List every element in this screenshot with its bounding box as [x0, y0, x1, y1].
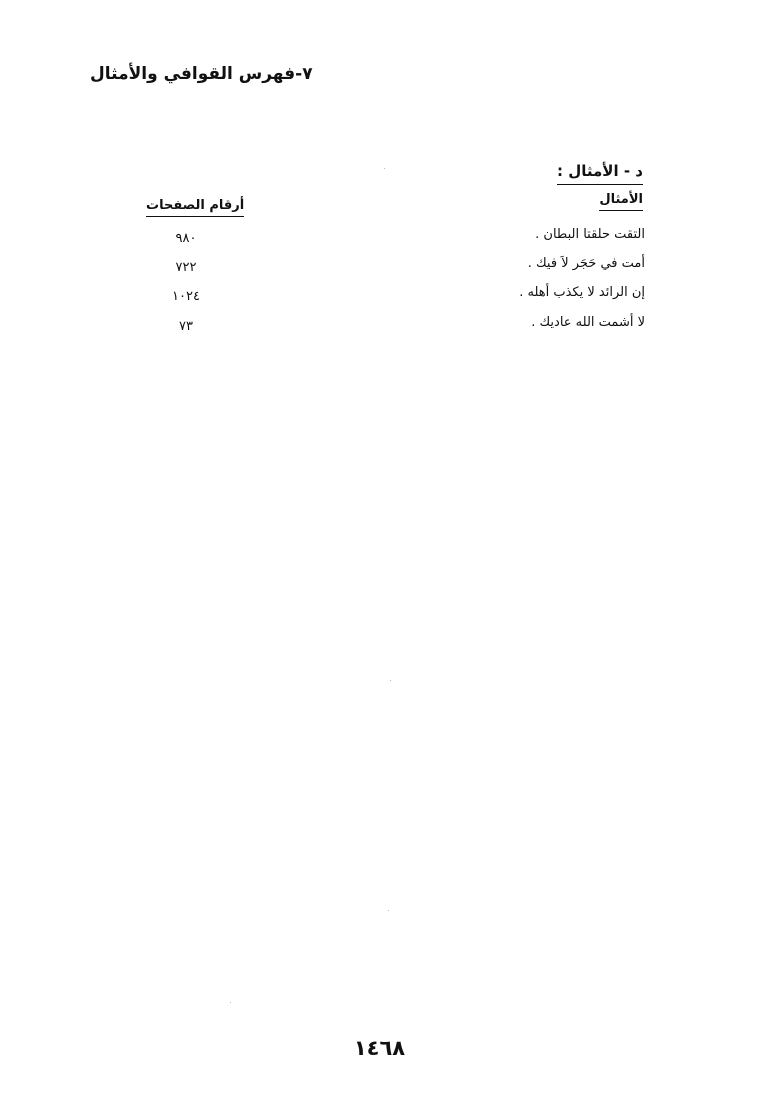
scan-speck: [384, 168, 385, 169]
proverb-row-2: أمت في حَجَر لاَ فيك .: [527, 256, 645, 271]
page-header-title: ٧-فهرس القوافي والأمثال: [90, 64, 313, 84]
page-number-row-1: ٩٨٠: [175, 231, 197, 246]
page-number-row-2: ٧٢٢: [175, 260, 197, 275]
scan-speck: [388, 910, 389, 911]
proverbs-column-header: الأمثال: [599, 192, 643, 211]
page-number-row-4: ٧٣: [179, 319, 193, 334]
page-footer-number: ١٤٦٨: [353, 1036, 406, 1060]
scan-speck: [390, 680, 391, 681]
page-number-row-3: ١٠٢٤: [172, 289, 200, 304]
scan-speck: [230, 1002, 231, 1003]
pages-column-header: أرقام الصفحات: [146, 198, 244, 217]
section-title: د - الأمثال :: [557, 162, 643, 185]
proverb-row-3: إن الرائد لا يكذب أهله .: [519, 285, 645, 300]
proverb-row-4: لا أشمت الله عاديك .: [531, 315, 645, 330]
proverb-row-1: التقت حلقتا البطان .: [535, 227, 645, 242]
